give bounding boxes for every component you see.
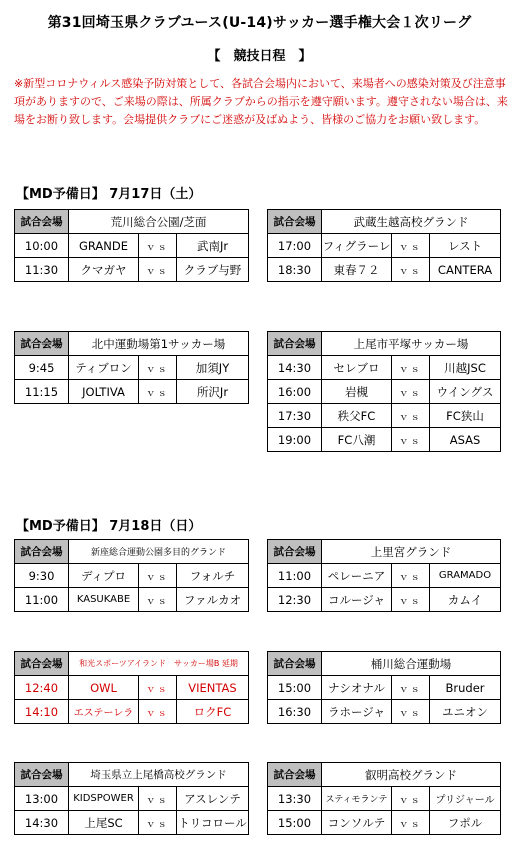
home-team: ティブロン [69, 356, 139, 380]
venue-table [267, 651, 501, 724]
vs-label: ｖｓ [392, 404, 430, 428]
venue-header-label: 試合会場 [15, 763, 69, 787]
away-team: フポル [430, 811, 501, 835]
match-time: 13:00 [15, 787, 69, 811]
venue-table [267, 762, 501, 835]
away-team: FC狭山 [430, 404, 501, 428]
vs-label: ｖｓ [139, 234, 177, 258]
vs-label: ｖｓ [392, 428, 430, 452]
venue-table [14, 762, 249, 835]
match-time: 11:00 [15, 588, 69, 612]
vs-label: ｖｓ [139, 564, 177, 588]
vs-label: ｖｓ [139, 356, 177, 380]
home-team: GRANDE [69, 234, 139, 258]
match-time: 12:30 [268, 588, 322, 612]
match-time: 16:00 [268, 380, 322, 404]
vs-label: ｖｓ [392, 356, 430, 380]
home-team: JOLTIVA [69, 380, 139, 404]
away-team: レスト [430, 234, 501, 258]
vs-label: ｖｓ [392, 258, 430, 282]
venue-table [14, 539, 249, 612]
venue-name: 埼玉県立上尾橋高校グランド [69, 763, 249, 787]
away-team: 加須JY [177, 356, 249, 380]
match-row [15, 811, 249, 835]
match-time: 9:30 [15, 564, 69, 588]
vs-label: ｖｓ [392, 564, 430, 588]
match-time: 14:10 [15, 700, 69, 724]
match-row [15, 787, 249, 811]
venue-header-label: 試合会場 [268, 763, 322, 787]
home-team: KASUKABE [69, 588, 139, 612]
venue-header-label: 試合会場 [15, 332, 69, 356]
vs-label: ｖｓ [139, 258, 177, 282]
match-time: 19:00 [268, 428, 322, 452]
page-title: 第31回埼玉県クラブユース(U-14)サッカー選手権大会１次リーグ [47, 15, 472, 31]
venue-name: 上尾市平塚サッカー場 [322, 332, 501, 356]
match-row [268, 356, 501, 380]
home-team: セレブロ [322, 356, 392, 380]
match-row [268, 564, 501, 588]
match-row [268, 428, 501, 452]
vs-label: ｖｓ [139, 787, 177, 811]
away-team: 川越JSC [430, 356, 501, 380]
match-time: 17:30 [268, 404, 322, 428]
away-team: Bruder [430, 676, 501, 700]
match-time: 11:30 [15, 258, 69, 282]
home-team: FC八潮 [322, 428, 392, 452]
venue-header-label: 試合会場 [268, 652, 322, 676]
home-team: KIDSPOWER [69, 787, 139, 811]
vs-label: ｖｓ [139, 811, 177, 835]
match-time: 14:30 [15, 811, 69, 835]
match-time: 11:00 [268, 564, 322, 588]
away-team: カムイ [430, 588, 501, 612]
match-time: 15:00 [268, 811, 322, 835]
vs-label: ｖｓ [392, 380, 430, 404]
away-team: 所沢Jr [177, 380, 249, 404]
venue-table [267, 209, 501, 282]
away-team: ウイングス [430, 380, 501, 404]
venue-table [14, 331, 249, 404]
away-team: VIENTAS [177, 676, 249, 700]
covid-notice: ※新型コロナウィルス感染予防対策として、各試合会場内において、来場者への感染対策及び注意事項がありますので、ご来場の際は、所属クラブからの指示を遵守願います。遵守されない場合は、来場をお断り致します。会場提供クラブにご迷惑が及ばぬよう、皆様のご協力をお願い致します。 [14, 77, 508, 126]
match-row [268, 258, 501, 282]
match-row [15, 356, 249, 380]
venue-name: 叡明高校グランド [322, 763, 501, 787]
match-time: 18:30 [268, 258, 322, 282]
match-row [268, 588, 501, 612]
match-row [268, 787, 501, 811]
home-team: コンソルテ [322, 811, 392, 835]
away-team: GRAMADO [430, 564, 501, 588]
match-time: 15:00 [268, 676, 322, 700]
venue-header-label: 試合会場 [15, 210, 69, 234]
match-row [268, 700, 501, 724]
away-team: ロクFC [177, 700, 249, 724]
away-team: ファルカオ [177, 588, 249, 612]
match-time: 9:45 [15, 356, 69, 380]
match-row [15, 234, 249, 258]
venue-name: 新座総合運動公園多目的グランド [69, 540, 249, 564]
match-row [15, 564, 249, 588]
away-team: フォルチ [177, 564, 249, 588]
home-team: スティモランテ [322, 787, 392, 811]
home-team: クマガヤ [69, 258, 139, 282]
away-team: トリコロール [177, 811, 249, 835]
vs-label: ｖｓ [139, 380, 177, 404]
vs-label: ｖｓ [392, 811, 430, 835]
match-row [15, 676, 249, 700]
match-row [15, 588, 249, 612]
venue-header-label: 試合会場 [268, 210, 322, 234]
match-time: 14:30 [268, 356, 322, 380]
match-row [268, 676, 501, 700]
venue-table [267, 331, 501, 452]
venue-name: 和光スポーツアイランド サッカー場B 延期 [69, 652, 249, 676]
day-heading-jul18: 【MD予備日】 7月18日（日） [16, 519, 202, 534]
match-row [268, 234, 501, 258]
vs-label: ｖｓ [139, 700, 177, 724]
home-team: OWL [69, 676, 139, 700]
away-team: CANTERA [430, 258, 501, 282]
home-team: ラホージャ [322, 700, 392, 724]
away-team: クラブ与野 [177, 258, 249, 282]
vs-label: ｖｓ [392, 588, 430, 612]
home-team: フィグラーレ [322, 234, 392, 258]
away-team: ユニオン [430, 700, 501, 724]
match-row [268, 811, 501, 835]
away-team: アスレンテ [177, 787, 249, 811]
match-row [15, 380, 249, 404]
home-team: エステーレラ [69, 700, 139, 724]
vs-label: ｖｓ [392, 700, 430, 724]
home-team: 秩父FC [322, 404, 392, 428]
venue-name: 上里宮グランド [322, 540, 501, 564]
page-subtitle: 【 競技日程 】 [207, 49, 312, 64]
home-team: 東春７２ [322, 258, 392, 282]
vs-label: ｖｓ [392, 676, 430, 700]
venue-table [267, 539, 501, 612]
venue-name: 武蔵生越高校グランド [322, 210, 501, 234]
home-team: ディプロ [69, 564, 139, 588]
venue-name: 桶川総合運動場 [322, 652, 501, 676]
match-row [268, 404, 501, 428]
match-time: 12:40 [15, 676, 69, 700]
away-team: プリジャール [430, 787, 501, 811]
away-team: ASAS [430, 428, 501, 452]
home-team: 上尾SC [69, 811, 139, 835]
venue-header-label: 試合会場 [15, 540, 69, 564]
vs-label: ｖｓ [392, 234, 430, 258]
match-time: 13:30 [268, 787, 322, 811]
match-row [268, 380, 501, 404]
day-heading-jul17: 【MD予備日】 7月17日（土） [16, 187, 202, 202]
vs-label: ｖｓ [392, 787, 430, 811]
vs-label: ｖｓ [139, 676, 177, 700]
match-time: 17:00 [268, 234, 322, 258]
away-team: 武南Jr [177, 234, 249, 258]
vs-label: ｖｓ [139, 588, 177, 612]
venue-header-label: 試合会場 [268, 540, 322, 564]
home-team: コルージャ [322, 588, 392, 612]
venue-table-postponed [14, 651, 249, 724]
venue-header-label: 試合会場 [268, 332, 322, 356]
match-row [15, 258, 249, 282]
match-time: 10:00 [15, 234, 69, 258]
home-team: ナシオナル [322, 676, 392, 700]
venue-header-label: 試合会場 [15, 652, 69, 676]
match-time: 16:30 [268, 700, 322, 724]
home-team: ペレーニア [322, 564, 392, 588]
venue-name: 荒川総合公園/芝面 [69, 210, 249, 234]
venue-name: 北中運動場第1サッカー場 [69, 332, 249, 356]
venue-table [14, 209, 249, 282]
match-time: 11:15 [15, 380, 69, 404]
home-team: 岩槻 [322, 380, 392, 404]
match-row [15, 700, 249, 724]
